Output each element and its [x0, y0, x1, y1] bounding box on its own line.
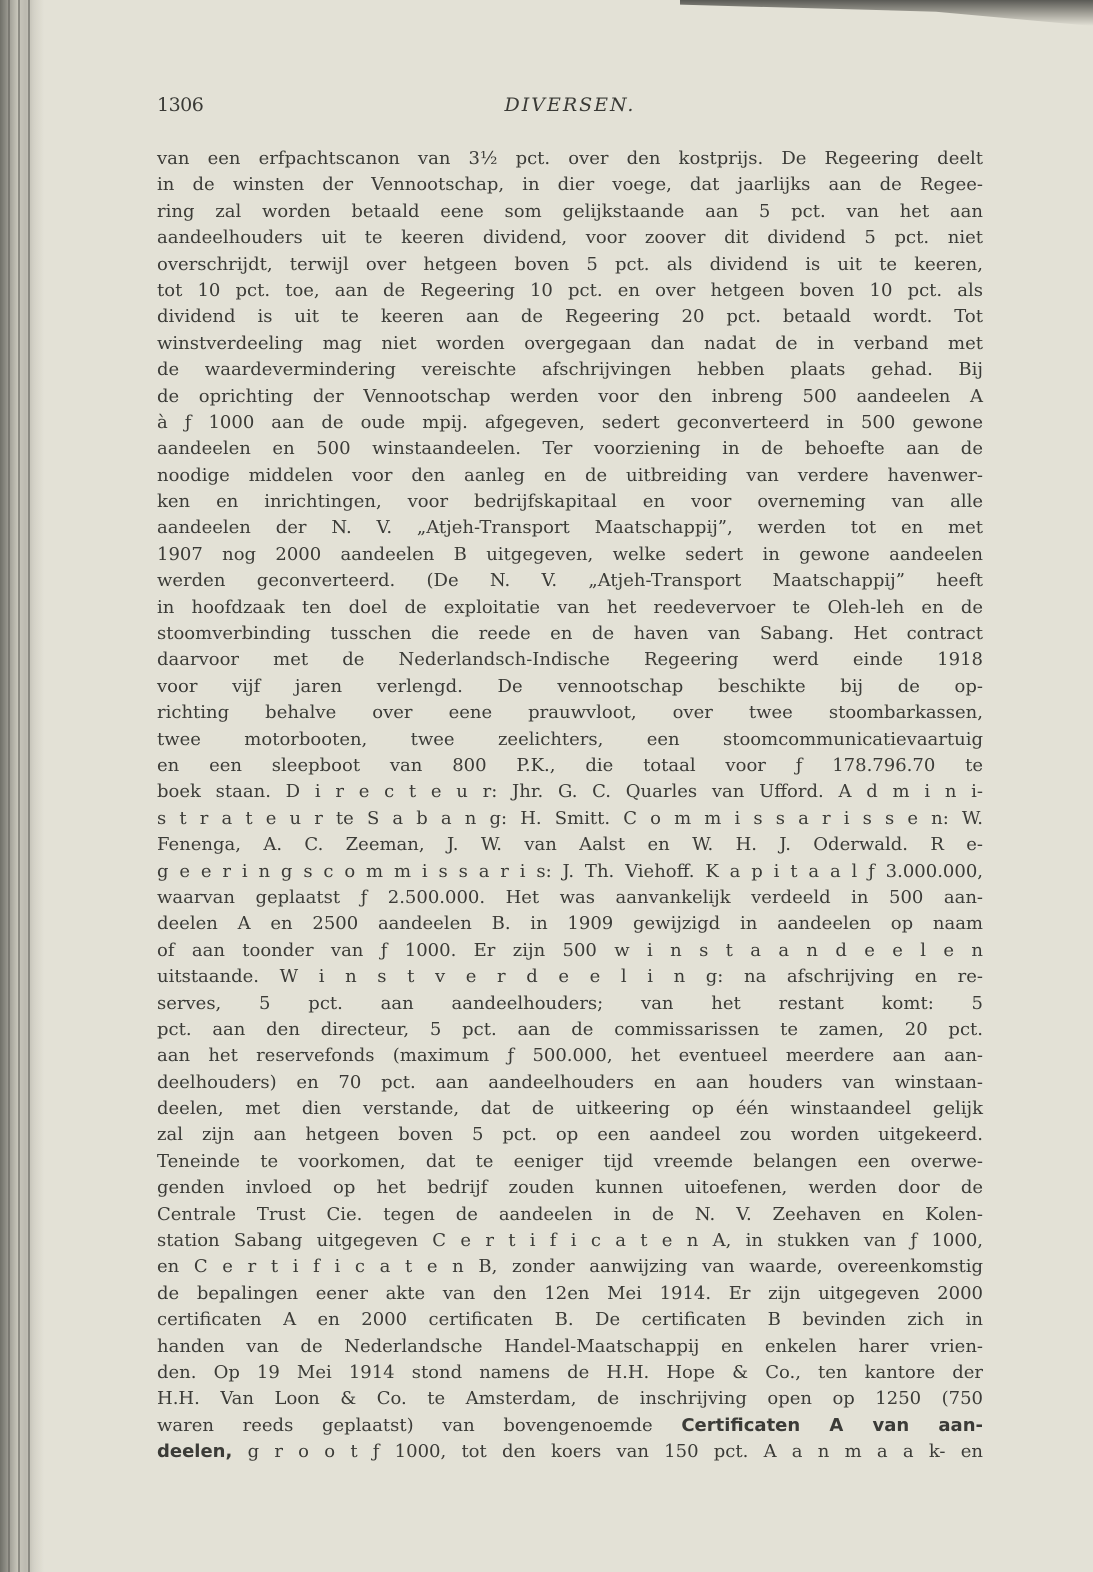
text-segment: waren reeds geplaatst) van bovengenoemde [157, 1414, 653, 1436]
text-line: H.H. Van Loon & Co. te Amsterdam, de inschrijving open op 1250 (750 [157, 1388, 983, 1410]
text-line: handen van de Nederlandsche Handel-Maatschappij en enkelen harer vrien- [157, 1335, 983, 1357]
text-line: stoomverbinding tusschen die reede en de haven van Sabang. Het contract [157, 623, 983, 645]
text-line: genden invloed op het bedrijf zouden kunnen uitoefenen, werden door de [157, 1177, 983, 1199]
text-line: twee motorbooten, twee zeelichters, een stoomcommunicatievaartuig [157, 728, 983, 750]
text-line: ken en inrichtingen, voor bedrijfskapitaal en voor overneming van alle [157, 491, 983, 513]
binding-line [8, 0, 10, 1572]
binding-line [28, 0, 30, 1572]
text-line: certificaten A en 2000 certificaten B. De certificaten B bevinden zich in [157, 1309, 983, 1331]
text-line: de bepalingen eener akte van den 12en Mei 1914. Er zijn uitgegeven 2000 [157, 1282, 983, 1304]
text-line: ring zal worden betaald eene som gelijkstaande aan 5 pct. van het aan [157, 200, 983, 222]
text-line: den. Op 19 Mei 1914 stond namens de H.H. Hope & Co., ten kantore der [157, 1361, 983, 1383]
text-line: aandeelen en 500 winstaandeelen. Ter voorziening in de behoefte aan de [157, 438, 983, 460]
text-line: in hoofdzaak ten doel de exploitatie van het reedevervoer te Oleh-leh en de [157, 596, 983, 618]
text-segment: g r o o t ƒ 1000, tot den koers van 150 pct. A a n m a a k- en [247, 1441, 983, 1463]
text-line: de waardevermindering vereischte afschrijvingen hebben plaats gehad. Bij [157, 359, 983, 381]
bold-heading: deelen, [157, 1441, 233, 1463]
page-number: 1306 [157, 94, 204, 116]
text-line: waarvan geplaatst ƒ 2.500.000. Het was aanvankelijk verdeeld in 500 aan- [157, 886, 983, 908]
text-line: voor vijf jaren verlengd. De vennootschap beschikte bij de op- [157, 675, 983, 697]
text-line: Fenenga, A. C. Zeeman, J. W. van Aalst en W. H. J. Oderwald. R e- [157, 834, 983, 856]
binding-line [18, 0, 20, 1572]
text-line: serves, 5 pct. aan aandeelhouders; van het restant komt: 5 [157, 992, 983, 1014]
text-line: tot 10 pct. toe, aan de Regeering 10 pct. en over hetgeen boven 10 pct. als [157, 279, 983, 301]
text-line: à ƒ 1000 aan de oude mpij. afgegeven, sedert geconverteerd in 500 gewone [157, 411, 983, 433]
body-text [157, 146, 983, 1466]
text-line: 1907 nog 2000 aandeelen B uitgegeven, welke sedert in gewone aandeelen [157, 543, 983, 565]
text-line-with-bold [157, 1439, 983, 1465]
text-line: aandeelhouders uit te keeren dividend, voor zoover dit dividend 5 pct. niet [157, 227, 983, 249]
text-line: overschrijdt, terwijl over hetgeen boven 5 pct. als dividend is uit te keeren, [157, 253, 983, 275]
text-line: richting behalve over eene prauwvloot, over twee stoombarkassen, [157, 702, 983, 724]
text-line: s t r a t e u r te S a b a n g: H. Smitt. C o m m i s s a r i s s e n: W. [157, 807, 983, 829]
page-edge-shadow [680, 0, 1093, 26]
text-line: boek staan. D i r e c t e u r: Jhr. G. C. Quarles van Ufford. A d m i n i- [157, 781, 983, 803]
text-line: van een erfpachtscanon van 3½ pct. over den kostprijs. De Regeering deelt [157, 148, 983, 169]
text-line: uitstaande. W i n s t v e r d e e l i n g: na afschrijving en re- [157, 966, 983, 988]
text-line: of aan toonder van ƒ 1000. Er zijn 500 w i n s t a a n d e e l e n [157, 939, 983, 961]
text-line: dividend is uit te keeren aan de Regeering 20 pct. betaald wordt. Tot [157, 306, 983, 328]
text-line: noodige middelen voor den aanleg en de uitbreiding van verdere havenwer- [157, 464, 983, 486]
text-line: Centrale Trust Cie. tegen de aandeelen in de N. V. Zeehaven en Kolen- [157, 1203, 983, 1225]
text-line: pct. aan den directeur, 5 pct. aan de commissarissen te zamen, 20 pct. [157, 1018, 983, 1040]
text-line: station Sabang uitgegeven C e r t i f i c a t e n A, in stukken van ƒ 1000, [157, 1230, 983, 1252]
text-line-with-bold [157, 1413, 983, 1439]
text-line: en C e r t i f i c a t e n B, zonder aanwijzing van waarde, overeenkomstig [157, 1256, 983, 1278]
text-line: werden geconverteerd. (De N. V. „Atjeh-Transport Maatschappij” heeft [157, 570, 983, 592]
text-line: en een sleepboot van 800 P.K., die totaal voor ƒ 178.796.70 te [157, 754, 983, 776]
book-binding-shadow [0, 0, 44, 1572]
bold-heading: Certificaten A van aan- [681, 1414, 983, 1436]
text-line: g e e r i n g s c o m m i s s a r i s: J. Th. Viehoff. K a p i t a a l ƒ 3.000.000, [157, 860, 983, 882]
running-title: DIVERSEN. [504, 94, 636, 116]
text-line: in de winsten der Vennootschap, in dier voege, dat jaarlijks aan de Regee- [157, 174, 983, 196]
text-line: deelen, met dien verstande, dat de uitkeering op één winstaandeel gelijk [157, 1098, 983, 1120]
text-line: daarvoor met de Nederlandsch-Indische Regeering werd einde 1918 [157, 649, 983, 671]
text-line: Teneinde te voorkomen, dat te eeniger tijd vreemde belangen een overwe- [157, 1150, 983, 1172]
text-line: aandeelen der N. V. „Atjeh-Transport Maatschappij”, werden tot en met [157, 517, 983, 539]
text-line: aan het reservefonds (maximum ƒ 500.000, het eventueel meerdere aan aan- [157, 1045, 983, 1067]
page-header [157, 94, 983, 124]
text-line: deelen A en 2500 aandeelen B. in 1909 gewijzigd in aandeelen op naam [157, 913, 983, 935]
text-line: zal zijn aan hetgeen boven 5 pct. op een aandeel zou worden uitgekeerd. [157, 1124, 983, 1146]
text-line: winstverdeeling mag niet worden overgegaan dan nadat de in verband met [157, 332, 983, 354]
text-line: deelhouders) en 70 pct. aan aandeelhouders en aan houders van winstaan- [157, 1071, 983, 1093]
text-line: de oprichting der Vennootschap werden voor den inbreng 500 aandeelen A [157, 385, 983, 407]
